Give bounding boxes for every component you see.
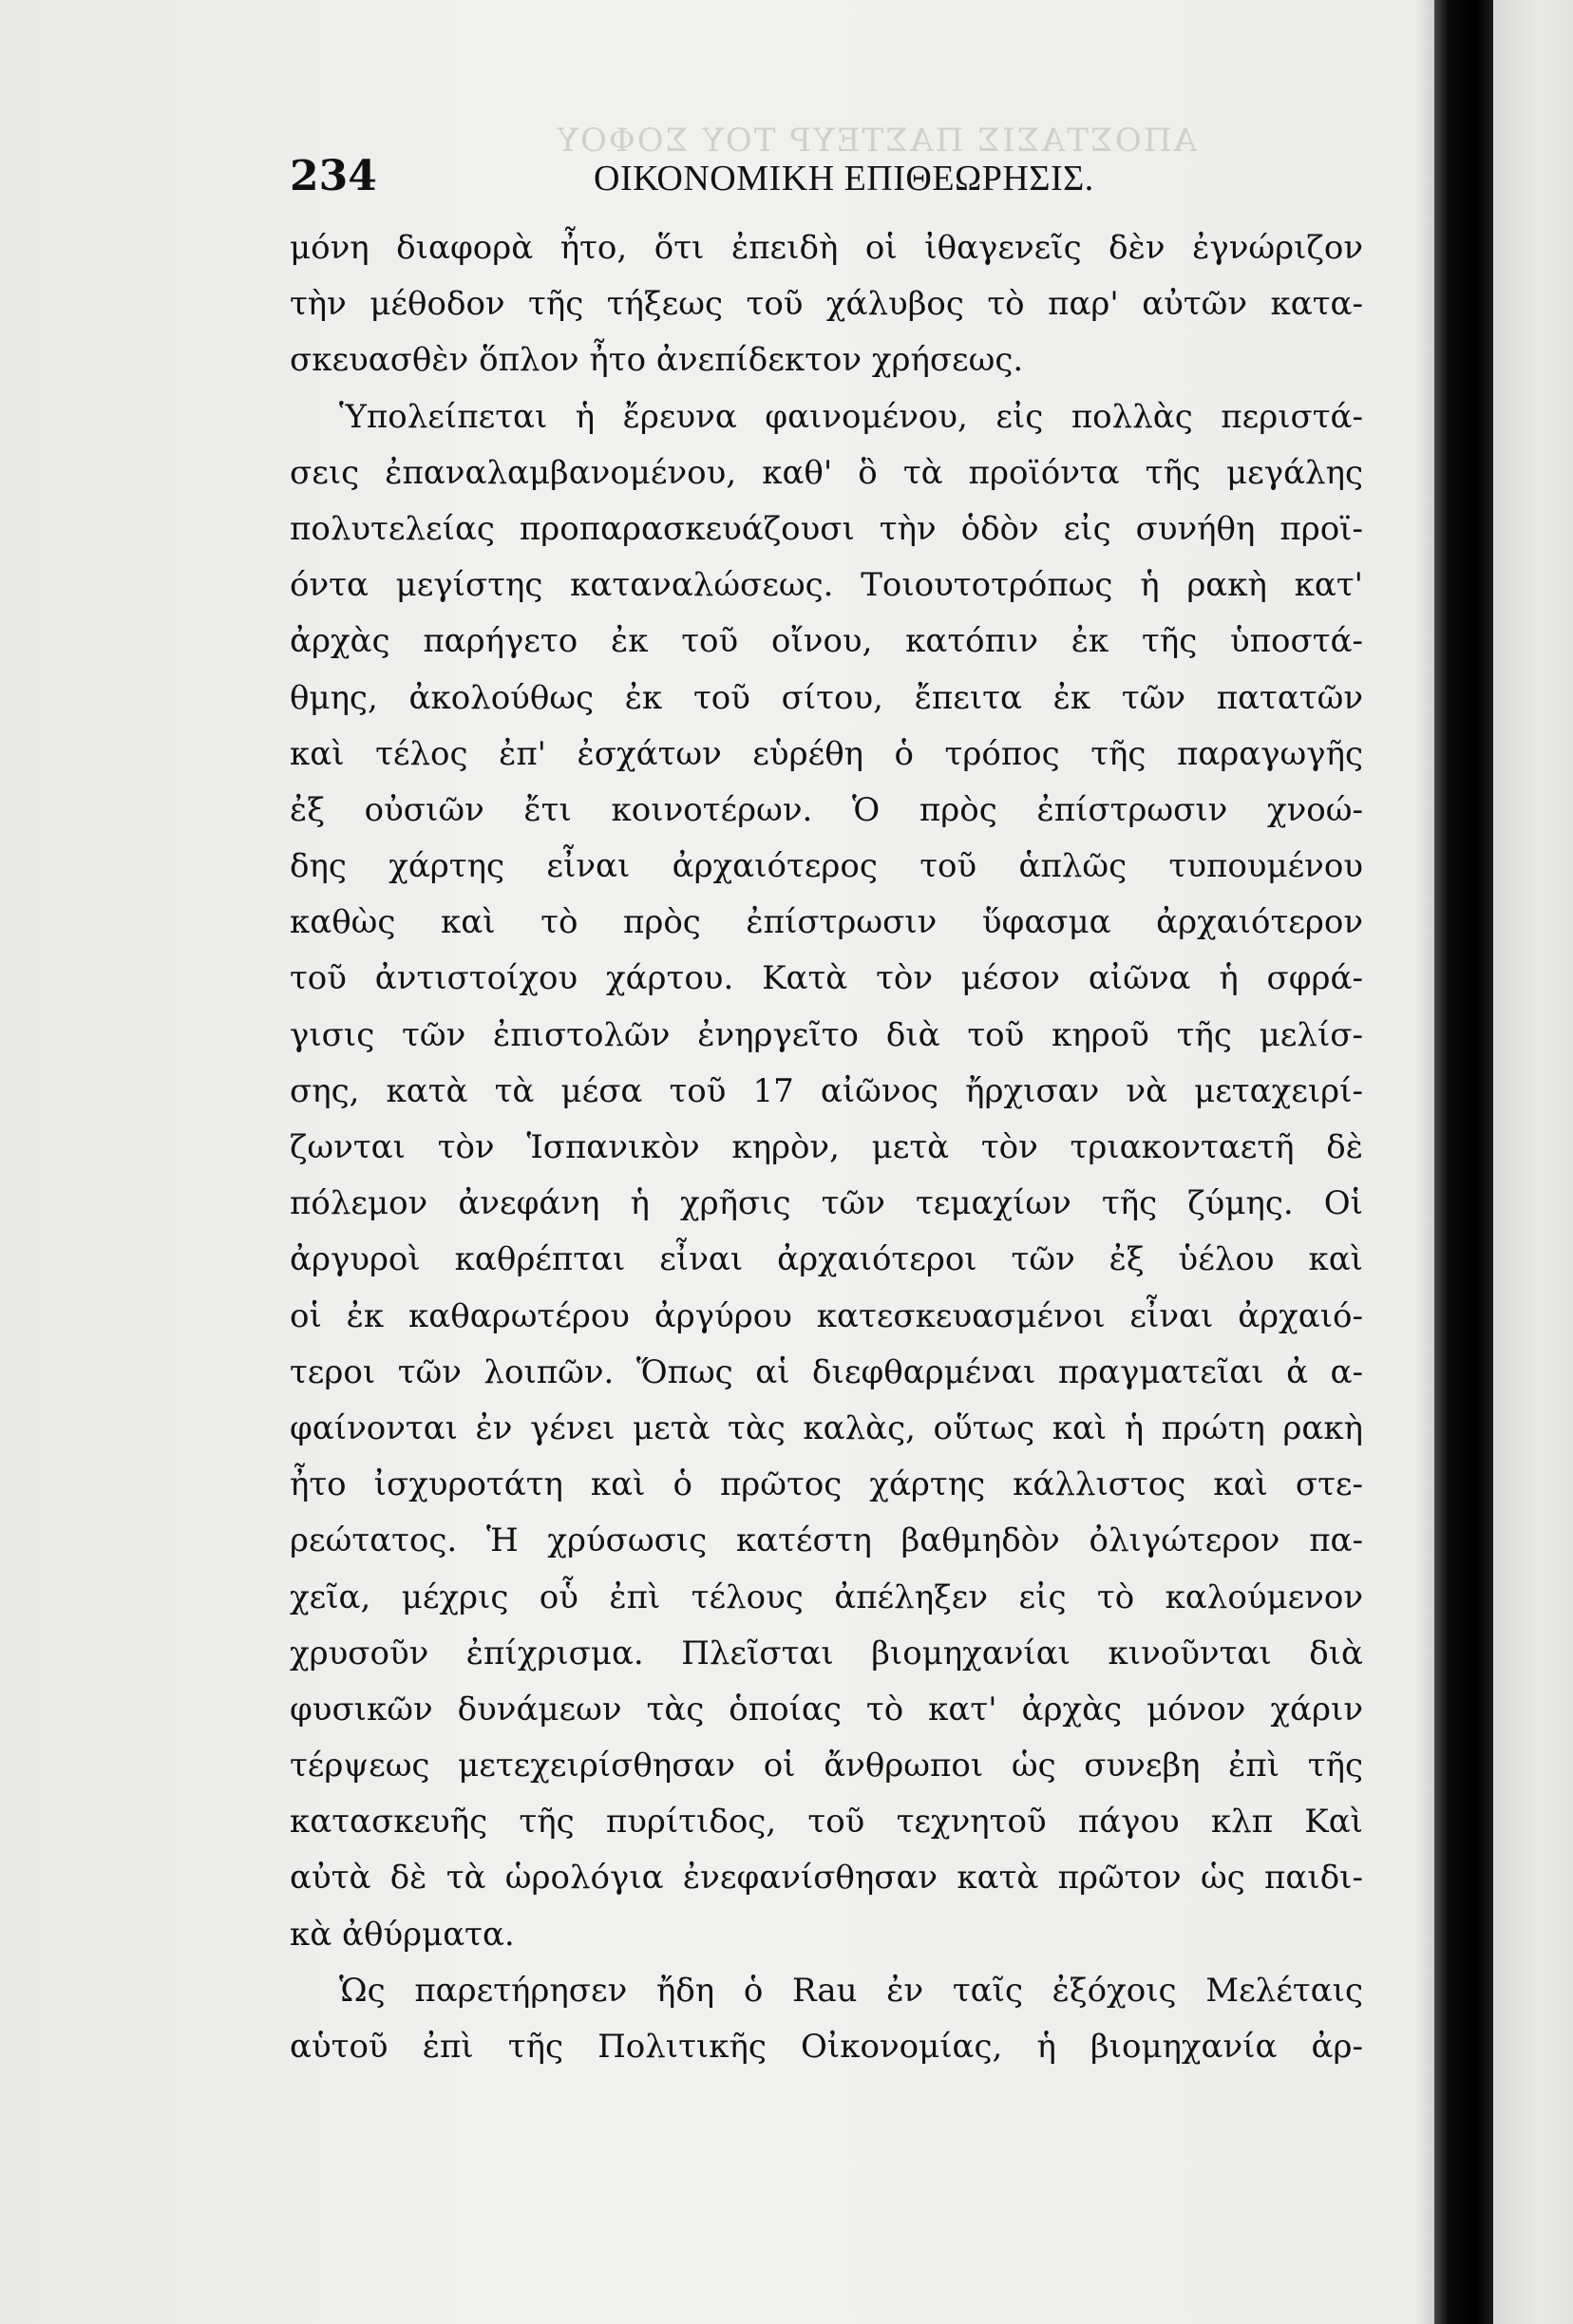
text-line: χεῖα, μέχρις οὗ ἐπὶ τέλους ἀπέληξεν εἰς τὸ καλούμενον [290, 1578, 1363, 1616]
paragraph-start-line: Ὡς παρετήρησεν ἤδη ὁ Rau ἐν ταῖς ἐξόχοις Μελέταις [339, 1971, 1363, 2010]
facing-page-edge [1493, 0, 1573, 2324]
text-line: τοῦ ἀντιστοίχου χάρτου. Κατὰ τὸν μέσον αἰῶνα ἡ σφρά- [290, 959, 1363, 998]
text-line: μόνη διαφορὰ ἦτο, ὅτι ἐπειδὴ οἱ ἰθαγενεῖς δὲν ἐγνώριζον [290, 229, 1363, 267]
text-line: ἦτο ἰσχυροτάτη καὶ ὁ πρῶτος χάρτης κάλλιστος καὶ στε- [290, 1465, 1363, 1504]
text-line: ἀργυροὶ καθρέπται εἶναι ἀρχαιότεροι τῶν ἐξ ὑέλου καὶ [290, 1240, 1363, 1279]
text-line: θμης, ἀκολούθως ἐκ τοῦ σίτου, ἔπειτα ἐκ τῶν πατατῶν [290, 678, 1363, 717]
text-line: ρεώτατος. Ἡ χρύσωσις κατέστη βαθμηδὸν ὀλιγώτερον πα- [290, 1521, 1363, 1560]
text-line: οἱ ἐκ καθαρωτέρου ἀργύρου κατεσκευασμένοι εἶναι ἀρχαιό- [290, 1296, 1363, 1335]
running-title: ΟΙΚΟΝΟΜΙΚΗ ΕΠΙΘΕΩΡΗΣΙΣ. [594, 159, 1094, 198]
text-line: κὰ ἀθύρματα. [290, 1915, 515, 1954]
body-text [290, 220, 1363, 2075]
text-line: δης χάρτης εἶναι ἀρχαιότερος τοῦ ἁπλῶς τυπουμένου [290, 847, 1363, 886]
page-header [290, 152, 1363, 207]
text-line: αὑτοῦ ἐπὶ τῆς Πολιτικῆς Οἰκονομίας, ἡ βιομηχανία ἀρ- [290, 2028, 1363, 2066]
text-line: γισις τῶν ἐπιστολῶν ἐνηργεῖτο διὰ τοῦ κηροῦ τῆς μελίσ- [290, 1015, 1363, 1054]
text-line: σκευασθὲν ὅπλον ἦτο ἀνεπίδεκτον χρήσεως. [290, 341, 1024, 380]
text-line: τεροι τῶν λοιπῶν. Ὅπως αἱ διεφθαρμέναι πραγματεῖαι ἀ α- [290, 1352, 1363, 1391]
text-line: καθὼς καὶ τὸ πρὸς ἐπίστρωσιν ὕφασμα ἀρχαιότερον [290, 903, 1363, 942]
text-line: πόλεμον ἀνεφάνη ἡ χρῆσις τῶν τεμαχίων τῆς ζύμης. Οἱ [290, 1184, 1363, 1223]
text-line: τὴν μέθοδον τῆς τήξεως τοῦ χάλυβος τὸ παρ' αὐτῶν κατα- [290, 285, 1363, 324]
text-line: ἐξ οὐσιῶν ἔτι κοινοτέρων. Ὁ πρὸς ἐπίστρωσιν χνοώ- [290, 790, 1363, 829]
text-line: χρυσοῦν ἐπίχρισμα. Πλεῖσται βιομηχανίαι κινοῦνται διὰ [290, 1634, 1363, 1672]
text-line: σεις ἐπαναλαμβανομένου, καθ' ὃ τὰ προϊόντα τῆς μεγάλης [290, 453, 1363, 492]
text-line: ζωνται τὸν Ἱσπανικὸν κηρὸν, μετὰ τὸν τριακονταετῆ δὲ [290, 1128, 1363, 1166]
text-line: φυσικῶν δυνάμεων τὰς ὁποίας τὸ κατ' ἀρχὰς μόνον χάριν [290, 1690, 1363, 1729]
text-line: αὐτὰ δὲ τὰ ὡρολόγια ἐνεφανίσθησαν κατὰ πρῶτον ὡς παιδι- [290, 1859, 1363, 1898]
text-line: όντα μεγίστης καταναλώσεως. Τοιουτοτρόπως ἡ ρακὴ κατ' [290, 566, 1363, 605]
text-line: τέρψεως μετεχειρίσθησαν οἱ ἄνθρωποι ὡς συνεβη ἐπὶ τῆς [290, 1747, 1363, 1786]
text-line: φαίνονται ἐν γένει μετὰ τὰς καλὰς, οὕτως καὶ ἡ πρώτη ρακὴ [290, 1408, 1363, 1447]
bleed-through-text: ΑΠΟΣΤΑΣΙΣ ΠΑΣΤΕΥΡ ΤΟΥ ΣΟΦΟΥ [555, 122, 1197, 160]
text-line: σης, κατὰ τὰ μέσα τοῦ 17 αἰῶνος ἤρχισαν νὰ μεταχειρί- [290, 1071, 1363, 1110]
page-number: 234 [290, 152, 377, 200]
paragraph-start-line: Ὑπολείπεται ἡ ἔρευνα φαινομένου, εἰς πολλὰς περιστά- [339, 397, 1363, 436]
text-line: πολυτελείας προπαρασκευάζουσι τὴν ὁδὸν εἰς συνήθη προϊ- [290, 509, 1363, 548]
text-line: κατασκευῆς τῆς πυρίτιδος, τοῦ τεχνητοῦ πάγου κλπ Καὶ [290, 1803, 1363, 1842]
book-gutter [1434, 0, 1493, 2324]
text-line: καὶ τέλος ἐπ' ἐσχάτων εὑρέθη ὁ τρόπος τῆς παραγωγῆς [290, 734, 1363, 773]
page-edge-shadow [1415, 0, 1434, 2324]
text-line: ἀρχὰς παρήγετο ἐκ τοῦ οἴνου, κατόπιν ἐκ τῆς ὑποστά- [290, 622, 1363, 661]
